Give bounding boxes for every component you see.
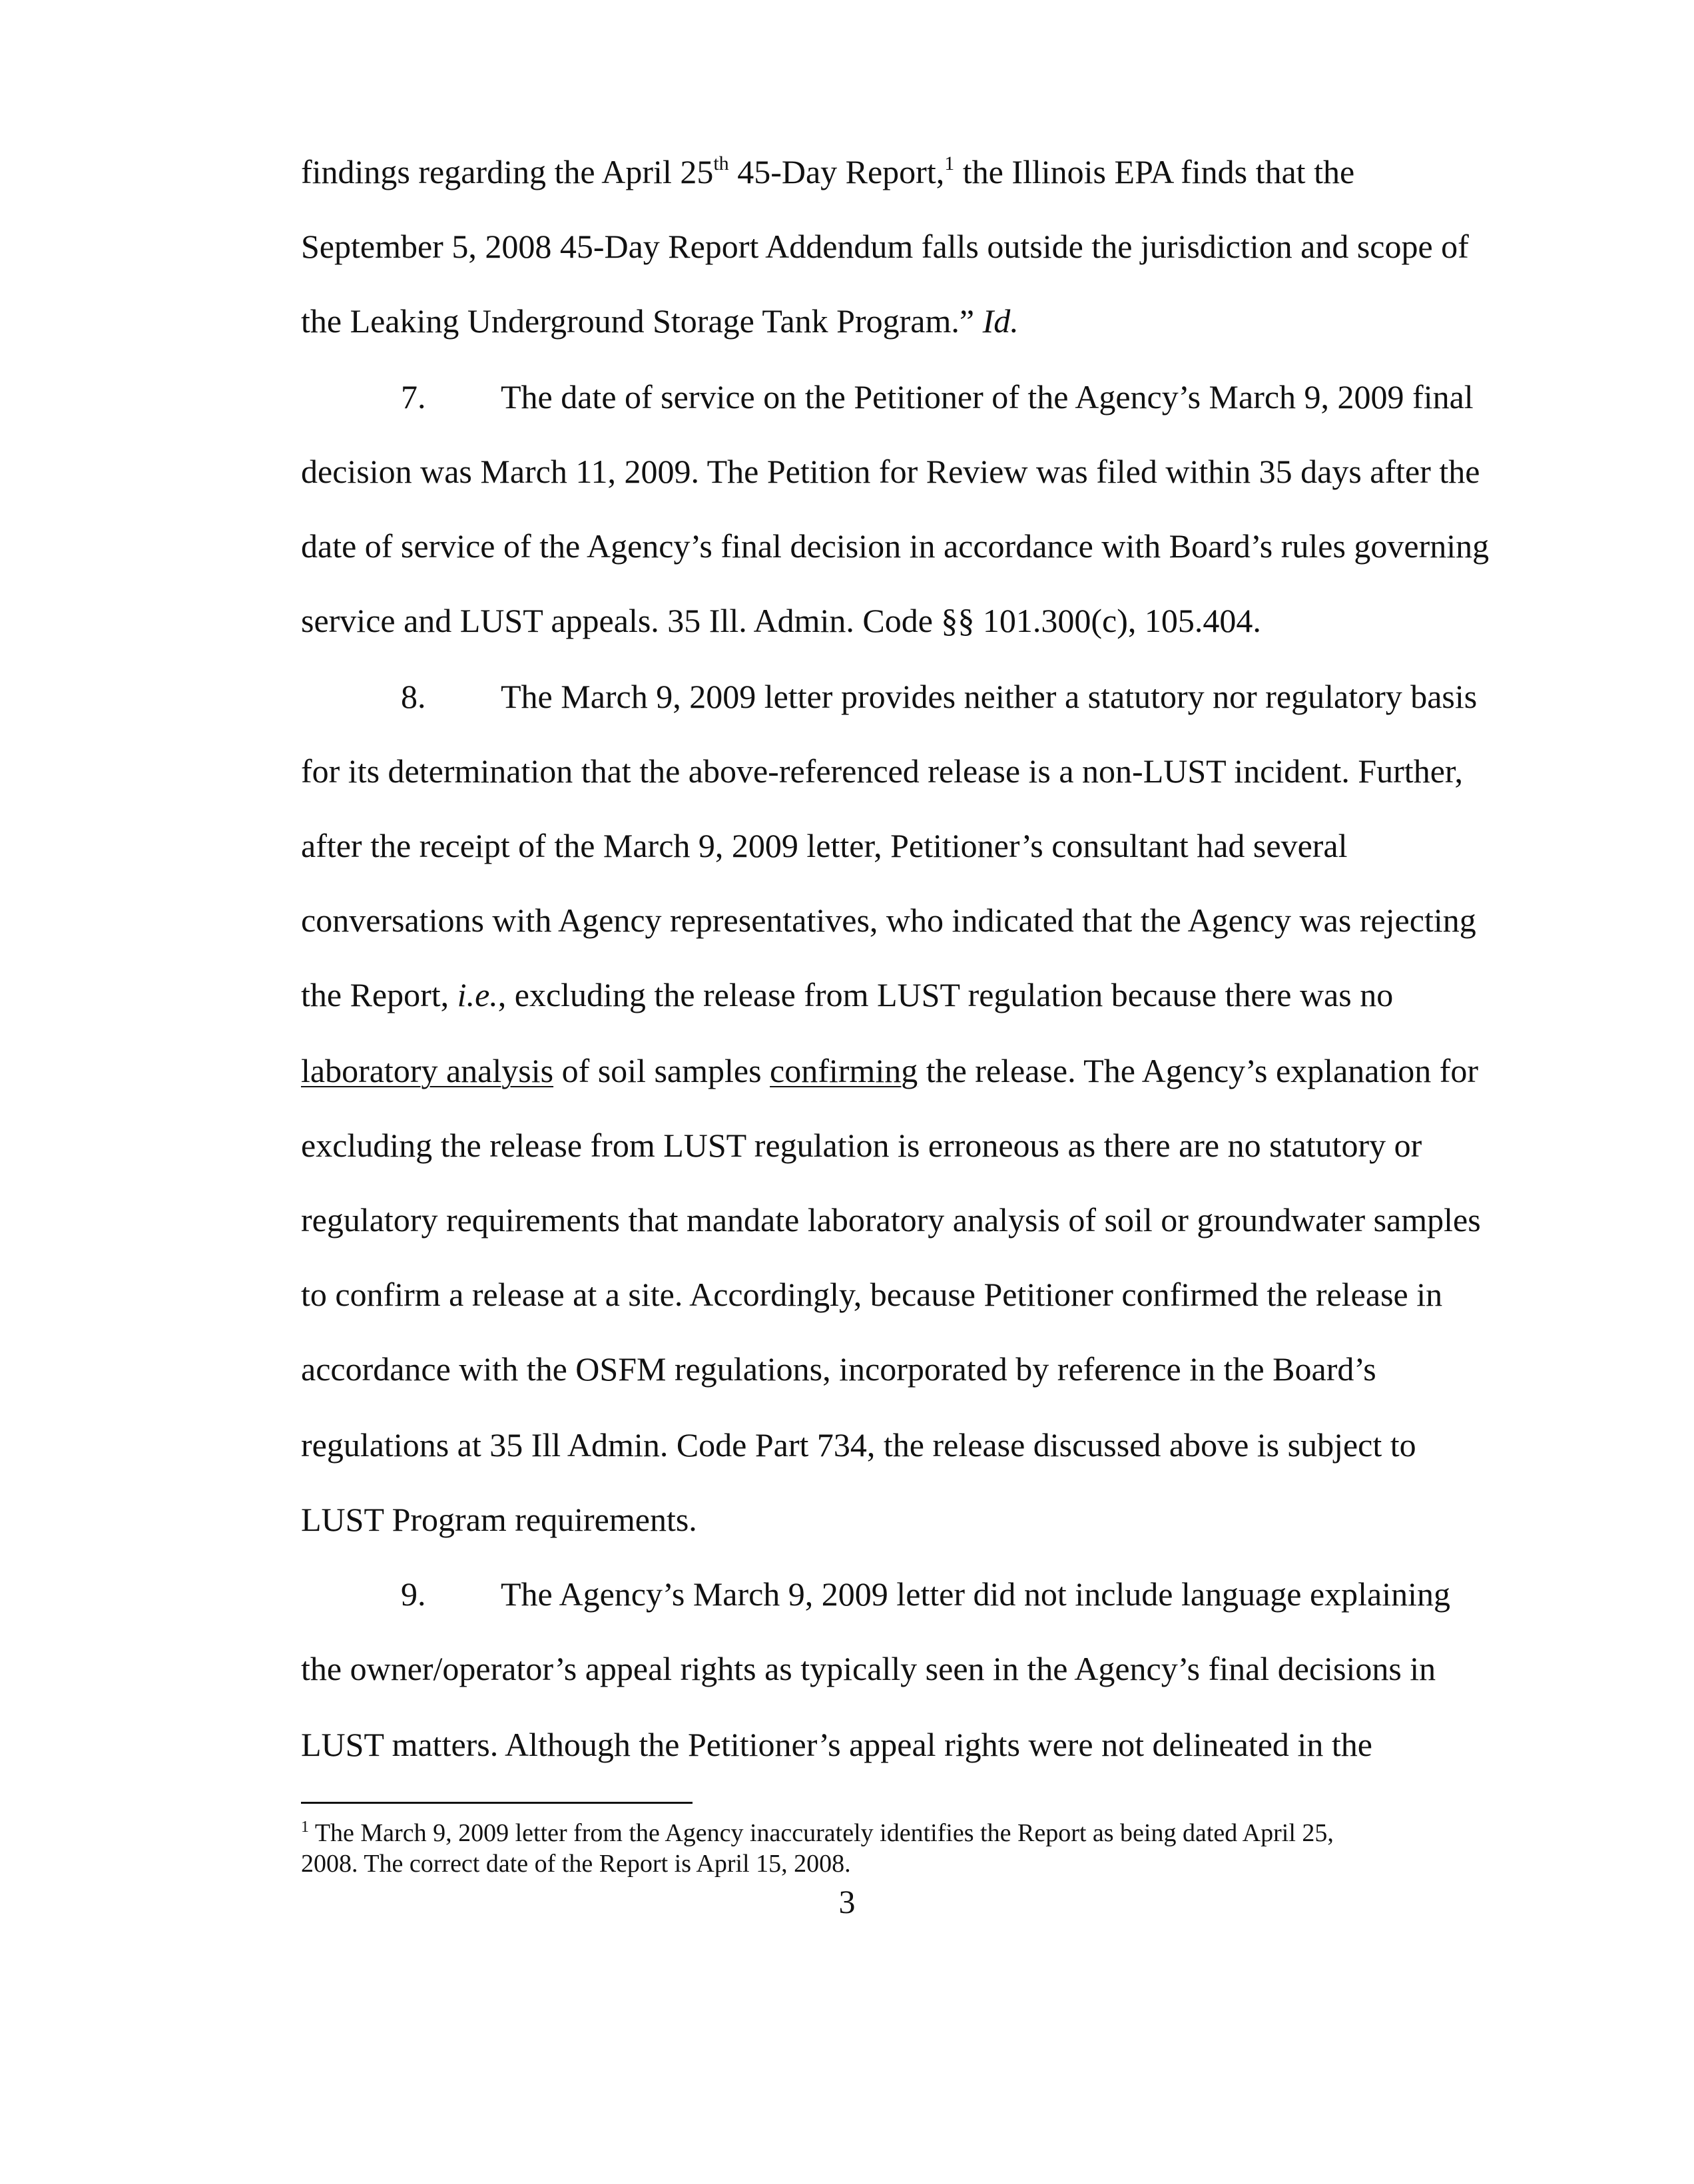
page-number: 3: [838, 1883, 856, 1920]
citation-italic: Id.: [982, 302, 1019, 340]
body-line: [301, 975, 1393, 1015]
text-run: 45-Day Report,: [728, 153, 945, 190]
body-line: LUST Program requirements.: [301, 1501, 697, 1538]
body-line: The date of service on the Petitioner of the Agency’s March 9, 2009 final: [501, 378, 1474, 415]
footnote-mark: 1: [301, 1818, 309, 1836]
body-line: to confirm a release at a site. Accordingly, because Petitioner confirmed the release in: [301, 1276, 1443, 1313]
body-line: excluding the release from LUST regulation is erroneous as there are no statutory or: [301, 1127, 1422, 1164]
underlined-text: confirming: [770, 1052, 918, 1089]
body-line: after the receipt of the March 9, 2009 letter, Petitioner’s consultant had several: [301, 827, 1348, 864]
ordinal-superscript: th: [713, 152, 729, 174]
body-line: date of service of the Agency’s final decision in accordance with Board’s rules governing: [301, 527, 1490, 565]
text-run: , excluding the release from LUST regulation because there was no: [497, 976, 1394, 1013]
body-line: The Agency’s March 9, 2009 letter did not include language explaining: [501, 1575, 1451, 1613]
body-line: [301, 152, 1354, 192]
text-run: the Leaking Underground Storage Tank Program.”: [301, 302, 983, 340]
body-line: accordance with the OSFM regulations, incorporated by reference in the Board’s: [301, 1350, 1376, 1388]
body-line: [301, 1051, 1478, 1091]
footnote-line: [301, 1818, 1334, 1848]
paragraph-number-8: 8.: [401, 678, 426, 715]
paragraph-number-9: 9.: [401, 1575, 426, 1613]
text-run: the release. The Agency’s explanation for: [918, 1052, 1479, 1089]
body-line: regulations at 35 Ill Admin. Code Part 734, the release discussed above is subject to: [301, 1426, 1416, 1464]
text-run: The March 9, 2009 letter from the Agency inaccurately identifies the Report as being dated April 25,: [309, 1819, 1334, 1847]
footnote-line: 2008. The correct date of the Report is April 15, 2008.: [301, 1850, 851, 1878]
body-line: conversations with Agency representatives, who indicated that the Agency was rejecting: [301, 902, 1476, 939]
italic-abbreviation: i.e.: [457, 976, 498, 1013]
text-run: the Report,: [301, 976, 457, 1013]
body-line: service and LUST appeals. 35 Ill. Admin. Code §§ 101.300(c), 105.404.: [301, 602, 1261, 639]
text-run: the Illinois EPA finds that the: [954, 153, 1355, 190]
paragraph-number-7: 7.: [401, 378, 426, 415]
text-run: of soil samples: [553, 1052, 770, 1089]
footnote-separator: [301, 1802, 693, 1804]
body-line: September 5, 2008 45-Day Report Addendum falls outside the jurisdiction and scope of: [301, 228, 1469, 265]
body-line: for its determination that the above-referenced release is a non-LUST incident. Further,: [301, 752, 1464, 790]
body-line: [301, 301, 1019, 341]
footnote-reference: 1: [944, 152, 955, 174]
body-line: The March 9, 2009 letter provides neither a statutory nor regulatory basis: [501, 678, 1478, 715]
body-line: LUST matters. Although the Petitioner’s appeal rights were not delineated in the: [301, 1726, 1372, 1763]
body-line: the owner/operator’s appeal rights as typically seen in the Agency’s final decisions in: [301, 1650, 1436, 1687]
text-run: findings regarding the April 25: [301, 153, 714, 190]
body-line: regulatory requirements that mandate laboratory analysis of soil or groundwater samples: [301, 1201, 1481, 1238]
underlined-text: laboratory analysis: [301, 1052, 554, 1089]
body-line: decision was March 11, 2009. The Petition for Review was filed within 35 days after the: [301, 453, 1480, 490]
